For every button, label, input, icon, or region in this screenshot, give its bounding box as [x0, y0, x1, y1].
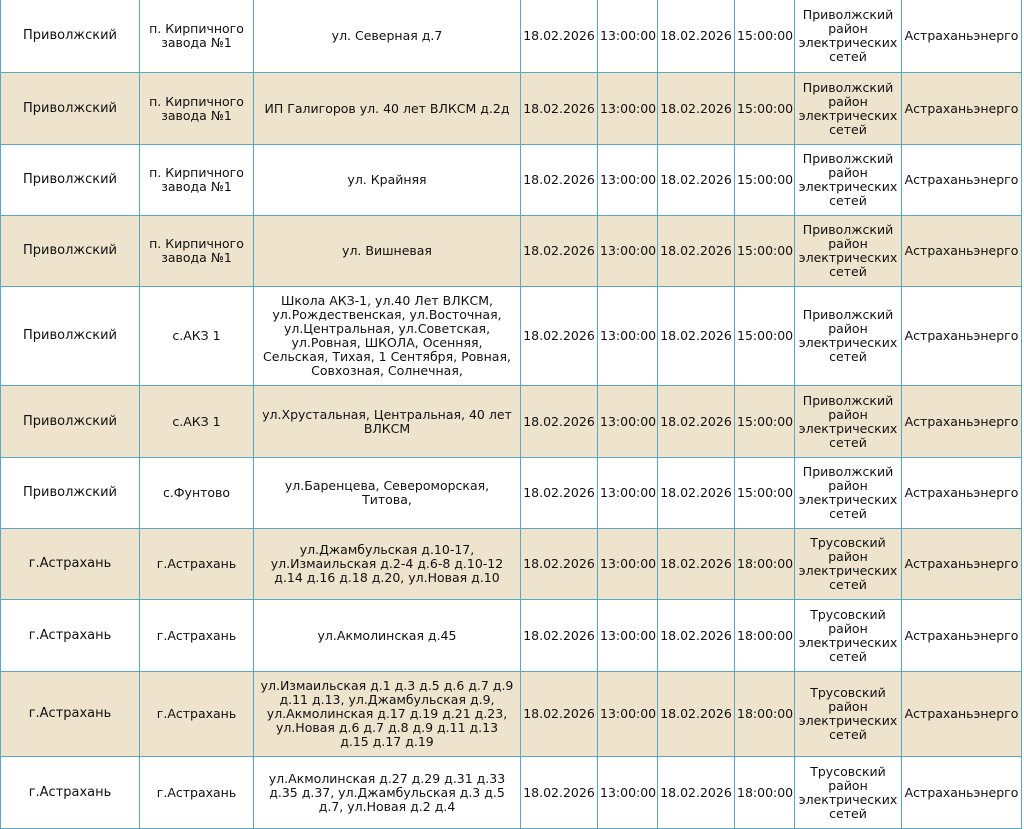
end-time-cell: 15:00:00	[735, 386, 795, 458]
end-date-cell: 18.02.2026	[658, 73, 735, 145]
end-date-cell: 18.02.2026	[658, 529, 735, 600]
company-cell: Астраханьэнерго	[902, 458, 1022, 529]
settlement-cell: с.АКЗ 1	[140, 287, 254, 386]
network-unit-cell: Приволжский район электрических сетей	[795, 0, 902, 73]
settlement-cell: п. Кирпичного завода №1	[140, 145, 254, 216]
settlement-cell: с.АКЗ 1	[140, 386, 254, 458]
district-cell: Приволжский	[1, 386, 140, 458]
addresses-cell: ул.Измаильская д.1 д.3 д.5 д.6 д.7 д.9 д.11 д.13, ул.Джамбульская д.9, ул.Акмолинская д.17 д.19 д.21 д.23, ул.Новая д.6 д.7 д.8 д.9 д.11 д.13 д.15 д.17 д.19	[254, 672, 521, 757]
end-date-cell: 18.02.2026	[658, 287, 735, 386]
start-date-cell: 18.02.2026	[521, 145, 598, 216]
start-time-cell: 13:00:00	[598, 757, 658, 829]
end-time-cell: 15:00:00	[735, 0, 795, 73]
settlement-cell: г.Астрахань	[140, 600, 254, 672]
start-date-cell: 18.02.2026	[521, 672, 598, 757]
company-cell: Астраханьэнерго	[902, 600, 1022, 672]
table-row	[1, 386, 1022, 458]
end-time-cell: 15:00:00	[735, 458, 795, 529]
district-cell: г.Астрахань	[1, 672, 140, 757]
network-unit-cell: Приволжский район электрических сетей	[795, 458, 902, 529]
network-unit-cell: Трусовский район электрических сетей	[795, 757, 902, 829]
district-cell: г.Астрахань	[1, 600, 140, 672]
start-date-cell: 18.02.2026	[521, 73, 598, 145]
table-row	[1, 458, 1022, 529]
end-time-cell: 15:00:00	[735, 73, 795, 145]
settlement-cell: с.Фунтово	[140, 458, 254, 529]
start-date-cell: 18.02.2026	[521, 216, 598, 287]
end-time-cell: 18:00:00	[735, 757, 795, 829]
settlement-cell: п. Кирпичного завода №1	[140, 216, 254, 287]
network-unit-cell: Приволжский район электрических сетей	[795, 386, 902, 458]
addresses-cell: ул.Джамбульская д.10-17, ул.Измаильская д.2-4 д.6-8 д.10-12 д.14 д.16 д.18 д.20, ул.Новая д.10	[254, 529, 521, 600]
addresses-cell: ул.Акмолинская д.27 д.29 д.31 д.33 д.35 д.37, ул.Джамбульская д.3 д.5 д.7, ул.Новая д.2 д.4	[254, 757, 521, 829]
network-unit-cell: Приволжский район электрических сетей	[795, 287, 902, 386]
district-cell: Приволжский	[1, 0, 140, 73]
end-time-cell: 18:00:00	[735, 672, 795, 757]
company-cell: Астраханьэнерго	[902, 757, 1022, 829]
network-unit-cell: Приволжский район электрических сетей	[795, 145, 902, 216]
start-date-cell: 18.02.2026	[521, 757, 598, 829]
start-date-cell: 18.02.2026	[521, 386, 598, 458]
settlement-cell: п. Кирпичного завода №1	[140, 73, 254, 145]
start-time-cell: 13:00:00	[598, 0, 658, 73]
end-date-cell: 18.02.2026	[658, 600, 735, 672]
start-date-cell: 18.02.2026	[521, 600, 598, 672]
start-time-cell: 13:00:00	[598, 216, 658, 287]
end-time-cell: 15:00:00	[735, 287, 795, 386]
addresses-cell: ул.Акмолинская д.45	[254, 600, 521, 672]
network-unit-cell: Трусовский район электрических сетей	[795, 672, 902, 757]
district-cell: г.Астрахань	[1, 529, 140, 600]
district-cell: Приволжский	[1, 145, 140, 216]
district-cell: Приволжский	[1, 73, 140, 145]
end-date-cell: 18.02.2026	[658, 145, 735, 216]
settlement-cell: г.Астрахань	[140, 672, 254, 757]
company-cell: Астраханьэнерго	[902, 216, 1022, 287]
company-cell: Астраханьэнерго	[902, 287, 1022, 386]
start-time-cell: 13:00:00	[598, 529, 658, 600]
addresses-cell: ул. Северная д.7	[254, 0, 521, 73]
start-time-cell: 13:00:00	[598, 73, 658, 145]
addresses-cell: ул.Баренцева, Североморская, Титова,	[254, 458, 521, 529]
end-date-cell: 18.02.2026	[658, 458, 735, 529]
settlement-cell: г.Астрахань	[140, 529, 254, 600]
company-cell: Астраханьэнерго	[902, 672, 1022, 757]
settlement-cell: п. Кирпичного завода №1	[140, 0, 254, 73]
network-unit-cell: Приволжский район электрических сетей	[795, 216, 902, 287]
table-row	[1, 757, 1022, 829]
district-cell: г.Астрахань	[1, 757, 140, 829]
start-date-cell: 18.02.2026	[521, 0, 598, 73]
start-time-cell: 13:00:00	[598, 386, 658, 458]
end-date-cell: 18.02.2026	[658, 216, 735, 287]
start-date-cell: 18.02.2026	[521, 287, 598, 386]
network-unit-cell: Приволжский район электрических сетей	[795, 73, 902, 145]
start-date-cell: 18.02.2026	[521, 529, 598, 600]
district-cell: Приволжский	[1, 458, 140, 529]
end-time-cell: 15:00:00	[735, 216, 795, 287]
table-row	[1, 600, 1022, 672]
company-cell: Астраханьэнерго	[902, 145, 1022, 216]
network-unit-cell: Трусовский район электрических сетей	[795, 529, 902, 600]
end-date-cell: 18.02.2026	[658, 672, 735, 757]
settlement-cell: г.Астрахань	[140, 757, 254, 829]
end-date-cell: 18.02.2026	[658, 0, 735, 73]
end-time-cell: 18:00:00	[735, 529, 795, 600]
start-time-cell: 13:00:00	[598, 458, 658, 529]
company-cell: Астраханьэнерго	[902, 529, 1022, 600]
table-row	[1, 0, 1022, 73]
end-date-cell: 18.02.2026	[658, 757, 735, 829]
company-cell: Астраханьэнерго	[902, 0, 1022, 73]
district-cell: Приволжский	[1, 216, 140, 287]
end-time-cell: 15:00:00	[735, 145, 795, 216]
district-cell: Приволжский	[1, 287, 140, 386]
network-unit-cell: Трусовский район электрических сетей	[795, 600, 902, 672]
company-cell: Астраханьэнерго	[902, 386, 1022, 458]
company-cell: Астраханьэнерго	[902, 73, 1022, 145]
start-time-cell: 13:00:00	[598, 145, 658, 216]
addresses-cell: ул. Крайняя	[254, 145, 521, 216]
end-time-cell: 18:00:00	[735, 600, 795, 672]
table-row	[1, 216, 1022, 287]
table-row	[1, 145, 1022, 216]
addresses-cell: Школа АКЗ-1, ул.40 Лет ВЛКСМ, ул.Рождественская, ул.Восточная, ул.Центральная, ул.Советская, ул.Ровная, ШКОЛА, Осенняя, Сельская, Тихая, 1 Сентября, Ровная, Совхозная, Солнечная,	[254, 287, 521, 386]
start-time-cell: 13:00:00	[598, 672, 658, 757]
table-row	[1, 529, 1022, 600]
table-row	[1, 672, 1022, 757]
start-time-cell: 13:00:00	[598, 600, 658, 672]
addresses-cell: ул.Хрустальная, Центральная, 40 лет ВЛКСМ	[254, 386, 521, 458]
addresses-cell: ул. Вишневая	[254, 216, 521, 287]
start-date-cell: 18.02.2026	[521, 458, 598, 529]
table-row	[1, 73, 1022, 145]
end-date-cell: 18.02.2026	[658, 386, 735, 458]
addresses-cell: ИП Галигоров ул. 40 лет ВЛКСМ д.2д	[254, 73, 521, 145]
start-time-cell: 13:00:00	[598, 287, 658, 386]
table-row	[1, 287, 1022, 386]
